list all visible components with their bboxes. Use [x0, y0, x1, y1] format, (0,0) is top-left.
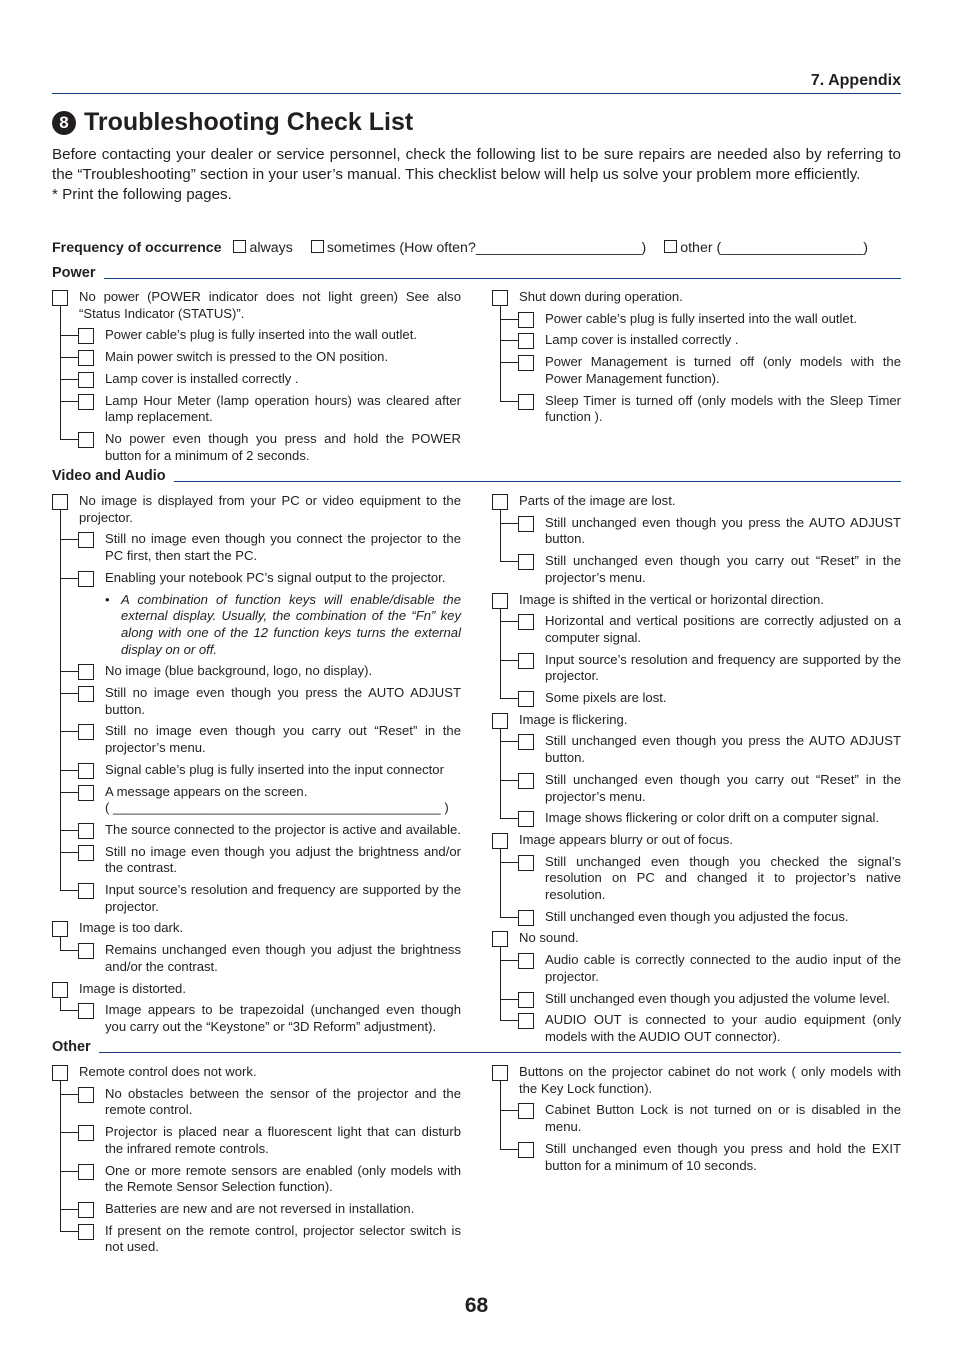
- checkbox[interactable]: [518, 910, 534, 926]
- check-item-text: Audio cable is correctly connected to the audio input of the projector.: [545, 952, 901, 984]
- checkbox[interactable]: [52, 1065, 68, 1081]
- check-item-text: Projector is placed near a fluorescent light that can disturb the infrared remote controls.: [105, 1124, 461, 1156]
- check-item-text: Power cable’s plug is fully inserted into the wall outlet.: [545, 310, 857, 326]
- checkbox[interactable]: [78, 1202, 94, 1218]
- tree-connector: [60, 509, 79, 891]
- other-checkbox[interactable]: [664, 240, 677, 253]
- checkbox[interactable]: [78, 943, 94, 959]
- checkbox[interactable]: [518, 691, 534, 707]
- check-item-text: Still no image even though you adjust the brightness and/or the contrast.: [105, 843, 461, 876]
- checkbox[interactable]: [78, 686, 94, 702]
- checkbox[interactable]: [78, 571, 94, 587]
- check-subitem: [52, 349, 461, 366]
- section-power: [52, 265, 901, 281]
- intro-note: * Print the following pages.: [52, 186, 232, 203]
- check-item-text: Remote control does not work.: [79, 1064, 257, 1079]
- check-item-text: Lamp Hour Meter (lamp operation hours) was cleared after lamp replacement.: [105, 392, 461, 425]
- check-subitem: [52, 431, 461, 464]
- check-subitem: [492, 772, 901, 805]
- check-subitem: [492, 690, 901, 707]
- check-subitem: [52, 1002, 461, 1035]
- checkbox[interactable]: [78, 1164, 94, 1180]
- page-title-text: Troubleshooting Check List: [84, 108, 414, 136]
- check-item-text: Still no image even though you connect the projector to the PC first, then start the PC.: [105, 531, 461, 564]
- checkbox[interactable]: [78, 883, 94, 899]
- tree-connector: [500, 305, 519, 402]
- section-other-label: Other: [52, 1039, 91, 1055]
- checkbox[interactable]: [518, 1142, 534, 1158]
- check-item-text: Buttons on the projector cabinet do not work ( only models with the Key Lock function).: [519, 1064, 901, 1096]
- sometimes-label: sometimes (How often?_____________________): [326, 240, 647, 256]
- checkbox[interactable]: [52, 290, 68, 306]
- tree-connector: [500, 509, 519, 562]
- check-item-text: If present on the remote control, projector selector switch is not used.: [105, 1222, 461, 1255]
- check-subitem: [52, 1124, 461, 1157]
- check-item-text: Sleep Timer is turned off (only models with the Sleep Timer function ).: [545, 392, 901, 425]
- tree-connector: [60, 936, 79, 951]
- check-item-text: Image is flickering.: [519, 711, 628, 727]
- video-left-column: [52, 493, 461, 1041]
- check-item-text: Image is distorted.: [79, 980, 186, 996]
- tree-connector: [60, 305, 79, 440]
- always-checkbox[interactable]: [233, 240, 246, 253]
- power-right-column: [492, 289, 901, 431]
- check-item-text: Still unchanged even though you adjusted the volume level.: [545, 990, 891, 1006]
- check-item-text: Image appears to be trapezoidal (unchanged even though you carry out the “Keystone” or “3D Reform” adjustment).: [105, 1002, 461, 1034]
- check-item-text: Input source’s resolution and frequency are supported by the projector.: [545, 651, 901, 684]
- check-item-text: Cabinet Button Lock is not turned on or is disabled in the menu.: [545, 1102, 901, 1135]
- checkbox[interactable]: [78, 372, 94, 388]
- checkbox[interactable]: [518, 554, 534, 570]
- checkbox[interactable]: [492, 593, 508, 609]
- checkbox[interactable]: [78, 432, 94, 448]
- check-subitem: [52, 784, 461, 817]
- check-subitem: [52, 570, 461, 587]
- check-subitem: [52, 882, 461, 915]
- check-subitem: [52, 663, 461, 680]
- check-subitem: [52, 327, 461, 344]
- check-item: [492, 1064, 901, 1097]
- checkbox[interactable]: [518, 773, 534, 789]
- check-item-text: No power (POWER indicator does not light green) See also “Status Indicator (STATUS)”.: [79, 289, 461, 321]
- page-number: 68: [464, 1294, 489, 1317]
- check-item-text: Remains unchanged even though you adjust the brightness and/or the contrast.: [105, 942, 461, 974]
- check-subitem: [492, 854, 901, 904]
- check-item-text: AUDIO OUT is connected to your audio equipment (only models with the AUDIO OUT connector).: [545, 1012, 901, 1044]
- checkbox[interactable]: [492, 1065, 508, 1081]
- check-item-text: Lamp cover is installed correctly .: [105, 370, 299, 386]
- header-rule: [52, 93, 901, 94]
- check-item: [492, 289, 901, 306]
- checkbox[interactable]: [518, 734, 534, 750]
- check-item-text: Image shows flickering or color drift on a computer signal.: [545, 810, 880, 826]
- checkbox[interactable]: [518, 992, 534, 1008]
- frequency-label: Frequency of occurrence: [52, 240, 222, 256]
- tree-connector: [60, 997, 79, 1011]
- section-number-badge: 8: [52, 111, 76, 135]
- check-item-text: No image (blue background, logo, no display).: [105, 663, 373, 679]
- checkbox[interactable]: [78, 328, 94, 344]
- bullet-icon: •: [105, 591, 110, 607]
- section-video-audio: [52, 468, 901, 484]
- check-item-text: Still no image even though you carry out “Reset” in the projector’s menu.: [105, 723, 461, 756]
- checkbox[interactable]: [492, 290, 508, 306]
- checkbox[interactable]: [518, 516, 534, 532]
- checkbox[interactable]: [52, 494, 68, 510]
- checkbox[interactable]: [78, 532, 94, 548]
- always-label: always: [249, 240, 293, 256]
- checkbox[interactable]: [78, 394, 94, 410]
- check-item-text: Still unchanged even though you press and hold the EXIT button for a minimum of 10 seconds.: [545, 1140, 901, 1173]
- other-left-column: [52, 1064, 461, 1261]
- check-item-text: Still unchanged even though you adjusted the focus.: [545, 908, 849, 924]
- checkbox[interactable]: [492, 833, 508, 849]
- check-item-text: No sound.: [519, 930, 579, 946]
- checkbox[interactable]: [492, 494, 508, 510]
- check-subitem: [52, 822, 461, 839]
- check-subitem: [492, 393, 901, 426]
- page-title: [52, 108, 413, 137]
- check-subitem: [492, 1141, 901, 1174]
- checkbox[interactable]: [492, 713, 508, 729]
- checkbox[interactable]: [518, 653, 534, 669]
- check-item: [492, 712, 901, 729]
- checkbox[interactable]: [518, 855, 534, 871]
- other-label: other (__________________): [680, 240, 868, 256]
- checkbox[interactable]: [78, 1125, 94, 1141]
- check-subitem: [492, 733, 901, 766]
- check-subitem: [492, 553, 901, 586]
- check-subitem: [492, 311, 901, 328]
- check-subitem: [492, 1102, 901, 1135]
- check-subitem: [52, 1163, 461, 1196]
- check-subitem: [52, 1223, 461, 1256]
- checkbox[interactable]: [78, 1087, 94, 1103]
- check-item-text: Still unchanged even though you carry out “Reset” in the projector’s menu.: [545, 553, 901, 585]
- frequency-row: [52, 240, 901, 256]
- intro: [52, 145, 901, 205]
- video-right-column: [492, 493, 901, 1051]
- check-item-text: The source connected to the projector is active and available.: [105, 821, 461, 837]
- check-subitem: [492, 613, 901, 646]
- check-subitem: [492, 332, 901, 349]
- check-subitem: [52, 762, 461, 779]
- check-item-text: Still unchanged even though you press the AUTO ADJUST button.: [545, 514, 901, 547]
- checkbox[interactable]: [518, 394, 534, 410]
- check-item: [492, 592, 901, 609]
- power-left-column: [52, 289, 461, 469]
- checkbox[interactable]: [78, 763, 94, 779]
- check-item-text: No power even though you press and hold the POWER button for a minimum of 2 seconds.: [105, 430, 461, 463]
- section-other: [52, 1039, 901, 1055]
- check-item-text: Lamp cover is installed correctly .: [545, 332, 739, 348]
- check-subitem: [52, 685, 461, 718]
- checkbox[interactable]: [78, 724, 94, 740]
- check-item-text: Horizontal and vertical positions are correctly adjusted on a computer signal.: [545, 613, 901, 645]
- checkbox[interactable]: [78, 823, 94, 839]
- check-subitem: [492, 991, 901, 1008]
- checkbox[interactable]: [518, 312, 534, 328]
- check-item-text: Shut down during operation.: [519, 289, 683, 304]
- sometimes-checkbox[interactable]: [311, 240, 324, 253]
- checkbox[interactable]: [52, 982, 68, 998]
- check-subitem: [492, 810, 901, 827]
- check-subitem: [492, 952, 901, 985]
- check-item-text: Image is shifted in the vertical or horizontal direction.: [519, 591, 824, 607]
- note-item: [52, 592, 461, 659]
- check-item-text: Batteries are new and are not reversed in installation.: [105, 1200, 415, 1216]
- check-item-text: Power cable’s plug is fully inserted into the wall outlet.: [105, 327, 417, 343]
- check-item: [492, 930, 901, 947]
- section-video-label: Video and Audio: [52, 468, 166, 484]
- check-subitem: [492, 652, 901, 685]
- tree-connector: [500, 1080, 519, 1150]
- check-subitem: [52, 393, 461, 426]
- check-subitem: [52, 371, 461, 388]
- checkbox[interactable]: [518, 953, 534, 969]
- check-item-text: Still unchanged even though you carry out “Reset” in the projector’s menu.: [545, 771, 901, 804]
- checkbox[interactable]: [78, 350, 94, 366]
- tree-connector: [500, 728, 519, 819]
- check-subitem: [492, 515, 901, 548]
- check-item-text: No obstacles between the sensor of the projector and the remote control.: [105, 1085, 461, 1118]
- checkbox[interactable]: [518, 1103, 534, 1119]
- check-item-text: No image is displayed from your PC or video equipment to the projector.: [79, 493, 461, 525]
- checkbox[interactable]: [518, 333, 534, 349]
- check-subitem: [52, 531, 461, 564]
- checkbox[interactable]: [518, 1013, 534, 1029]
- check-item-text: One or more remote sensors are enabled (only models with the Remote Sensor Selection function).: [105, 1162, 461, 1195]
- message-blank-line: ( _____________________________________________ ): [105, 800, 449, 816]
- check-subitem: [492, 909, 901, 926]
- check-subitem: [52, 942, 461, 975]
- check-item: [52, 981, 461, 998]
- checkbox[interactable]: [518, 811, 534, 827]
- check-subitem: [52, 1086, 461, 1119]
- check-item-text: Input source’s resolution and frequency are supported by the projector.: [105, 882, 461, 914]
- check-subitem: [492, 354, 901, 387]
- intro-paragraph: Before contacting your dealer or service personnel, check the following list to be sure repairs are needed also by referring to the “Troubleshooting” section in your user’s manual. This checklist below will help us solve your problem more efficiently.: [52, 146, 901, 183]
- checkbox[interactable]: [78, 1003, 94, 1019]
- tree-connector: [500, 946, 519, 1021]
- check-subitem: [52, 723, 461, 756]
- checkbox[interactable]: [78, 1224, 94, 1240]
- checkbox[interactable]: [78, 664, 94, 680]
- check-item: [52, 289, 461, 322]
- checkbox[interactable]: [78, 785, 94, 801]
- checkbox[interactable]: [518, 355, 534, 371]
- check-item-text: Main power switch is pressed to the ON position.: [105, 349, 389, 365]
- check-subitem: [52, 844, 461, 877]
- section-power-label: Power: [52, 265, 96, 281]
- check-item-text: A message appears on the screen.: [105, 783, 308, 799]
- check-item-text: Image is too dark.: [79, 920, 184, 936]
- check-item-text: Still unchanged even though you checked the signal’s resolution on PC and changed it to projector’s native resolution.: [545, 853, 901, 903]
- check-item: [492, 832, 901, 849]
- check-item: [52, 920, 461, 937]
- check-item: [52, 1064, 461, 1081]
- check-item-text: Still no image even though you press the AUTO ADJUST button.: [105, 685, 461, 717]
- check-item-text: Enabling your notebook PC’s signal output to the projector.: [105, 569, 446, 585]
- check-item-text: Some pixels are lost.: [545, 690, 667, 706]
- check-item-text: Signal cable’s plug is fully inserted into the input connector: [105, 761, 444, 777]
- chapter-heading: 7. Appendix: [810, 72, 901, 89]
- other-right-column: [492, 1064, 901, 1179]
- check-item: [52, 493, 461, 526]
- check-item-text: Power Management is turned off (only models with the Power Management function).: [545, 354, 901, 386]
- tree-connector: [500, 848, 519, 918]
- check-item-text: Still unchanged even though you press the AUTO ADJUST button.: [545, 733, 901, 766]
- note-text: A combination of function keys will enable/disable the external display. Usually, the combination of the “Fn” key along with one of the 12 function keys turns the external display on or off.: [121, 591, 461, 657]
- check-subitem: [52, 1201, 461, 1218]
- checkbox[interactable]: [518, 614, 534, 630]
- check-item-text: Parts of the image are lost.: [519, 493, 676, 508]
- check-item: [492, 493, 901, 510]
- checkbox[interactable]: [78, 845, 94, 861]
- check-item-text: Image appears blurry or out of focus.: [519, 831, 733, 847]
- tree-connector: [60, 1080, 79, 1232]
- tree-connector: [500, 608, 519, 699]
